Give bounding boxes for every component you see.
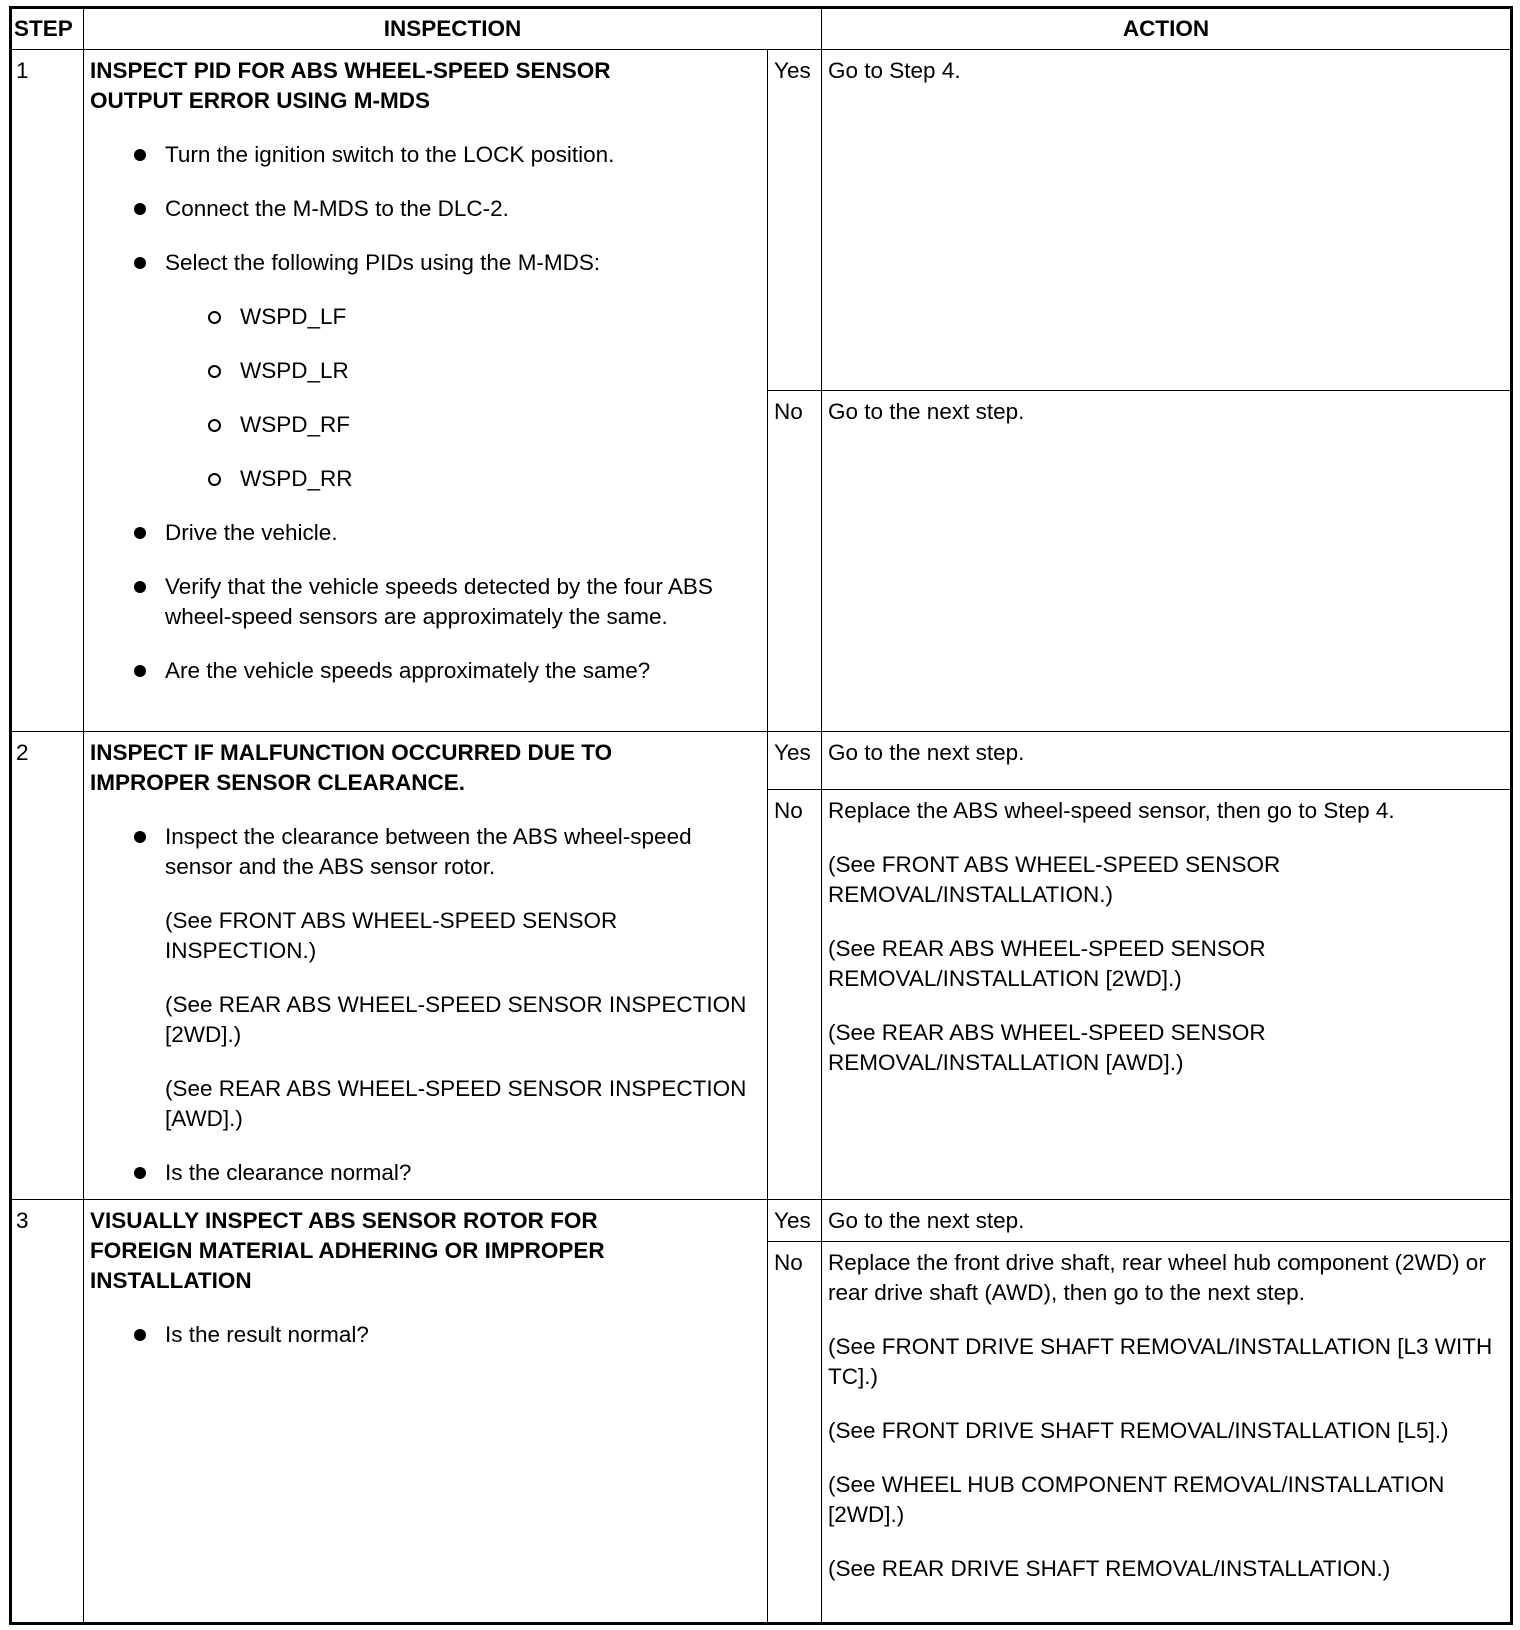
step-1-inspection <box>84 50 768 732</box>
reference-text: (See FRONT DRIVE SHAFT REMOVAL/INSTALLATION [L5].) <box>828 1418 1449 1443</box>
instruction-list <box>90 518 761 686</box>
bullet-item: Verify that the vehicle speeds detected by the four ABS wheel-speed sensors are approximately the same. <box>90 572 761 632</box>
reference-text: (See REAR ABS WHEEL-SPEED SENSOR INSPECTION [AWD].) <box>165 1076 747 1131</box>
no-action: Replace the ABS wheel-speed sensor, then go to Step 4. <box>828 798 1395 823</box>
pid-list <box>90 302 761 494</box>
yes-action: Go to the next step. <box>822 732 1512 790</box>
step-title: VISUALLY INSPECT ABS SENSOR ROTOR FOR FOREIGN MATERIAL ADHERING OR IMPROPER INSTALLATION <box>90 1208 605 1293</box>
reference-text: (See FRONT ABS WHEEL-SPEED SENSOR REMOVAL/INSTALLATION.) <box>828 852 1281 907</box>
yes-label: Yes <box>768 732 822 790</box>
pid-item: WSPD_RF <box>90 410 761 440</box>
bullet-item: Are the vehicle speeds approximately the same? <box>90 656 761 686</box>
pid-item: WSPD_LR <box>90 356 761 386</box>
bullet-item: Drive the vehicle. <box>90 518 761 548</box>
yes-label: Yes <box>768 1200 822 1242</box>
reference-text: (See FRONT DRIVE SHAFT REMOVAL/INSTALLATION [L3 WITH TC].) <box>828 1334 1493 1389</box>
bullet-item: Select the following PIDs using the M-MDS: <box>90 248 761 278</box>
header-row <box>11 8 1512 50</box>
pid-item: WSPD_LF <box>90 302 761 332</box>
instruction-list <box>90 822 761 882</box>
bullet-item: Turn the ignition switch to the LOCK position. <box>90 140 761 170</box>
instruction-list <box>90 1158 761 1188</box>
step-2-yes-row <box>11 732 1512 790</box>
header-inspection: INSPECTION <box>84 8 822 50</box>
no-action-cell <box>822 790 1512 1200</box>
no-label: No <box>768 790 822 1200</box>
header-step: STEP <box>11 8 84 50</box>
bullet-item: Is the clearance normal? <box>90 1158 761 1188</box>
reference-text: (See REAR DRIVE SHAFT REMOVAL/INSTALLATION.) <box>828 1556 1391 1581</box>
instruction-list <box>90 1320 761 1350</box>
yes-label: Yes <box>768 50 822 391</box>
step-3-yes-row <box>11 1200 1512 1242</box>
step-2-inspection <box>84 732 768 1200</box>
bullet-item: Is the result normal? <box>90 1320 761 1350</box>
step-title: INSPECT IF MALFUNCTION OCCURRED DUE TO IMPROPER SENSOR CLEARANCE. <box>90 740 613 795</box>
diagnostic-table <box>9 6 1513 1625</box>
step-1-yes-row <box>11 50 1512 391</box>
pid-item: WSPD_RR <box>90 464 761 494</box>
bullet-item: Inspect the clearance between the ABS wheel-speed sensor and the ABS sensor rotor. <box>90 822 761 882</box>
yes-action: Go to Step 4. <box>822 50 1512 391</box>
reference-text: (See REAR ABS WHEEL-SPEED SENSOR REMOVAL/INSTALLATION [AWD].) <box>828 1020 1266 1075</box>
step-number: 3 <box>11 1200 84 1624</box>
no-label: No <box>768 1242 822 1624</box>
header-action: ACTION <box>822 8 1512 50</box>
yes-action: Go to the next step. <box>822 1200 1512 1242</box>
instruction-list <box>90 140 761 278</box>
no-action: Go to the next step. <box>822 391 1512 732</box>
no-label: No <box>768 391 822 732</box>
no-action-cell <box>822 1242 1512 1624</box>
bullet-item: Connect the M-MDS to the DLC-2. <box>90 194 761 224</box>
reference-text: (See FRONT ABS WHEEL-SPEED SENSOR INSPECTION.) <box>165 908 618 963</box>
step-number: 2 <box>11 732 84 1200</box>
step-number: 1 <box>11 50 84 732</box>
step-3-inspection <box>84 1200 768 1624</box>
reference-text: (See REAR ABS WHEEL-SPEED SENSOR REMOVAL/INSTALLATION [2WD].) <box>828 936 1266 991</box>
no-action: Replace the front drive shaft, rear wheel hub component (2WD) or rear drive shaft (AWD), then go to the next step. <box>828 1250 1486 1305</box>
reference-text: (See REAR ABS WHEEL-SPEED SENSOR INSPECTION [2WD].) <box>165 992 747 1047</box>
step-title: INSPECT PID FOR ABS WHEEL-SPEED SENSOR OUTPUT ERROR USING M-MDS <box>90 58 611 113</box>
reference-text: (See WHEEL HUB COMPONENT REMOVAL/INSTALLATION [2WD].) <box>828 1472 1445 1527</box>
